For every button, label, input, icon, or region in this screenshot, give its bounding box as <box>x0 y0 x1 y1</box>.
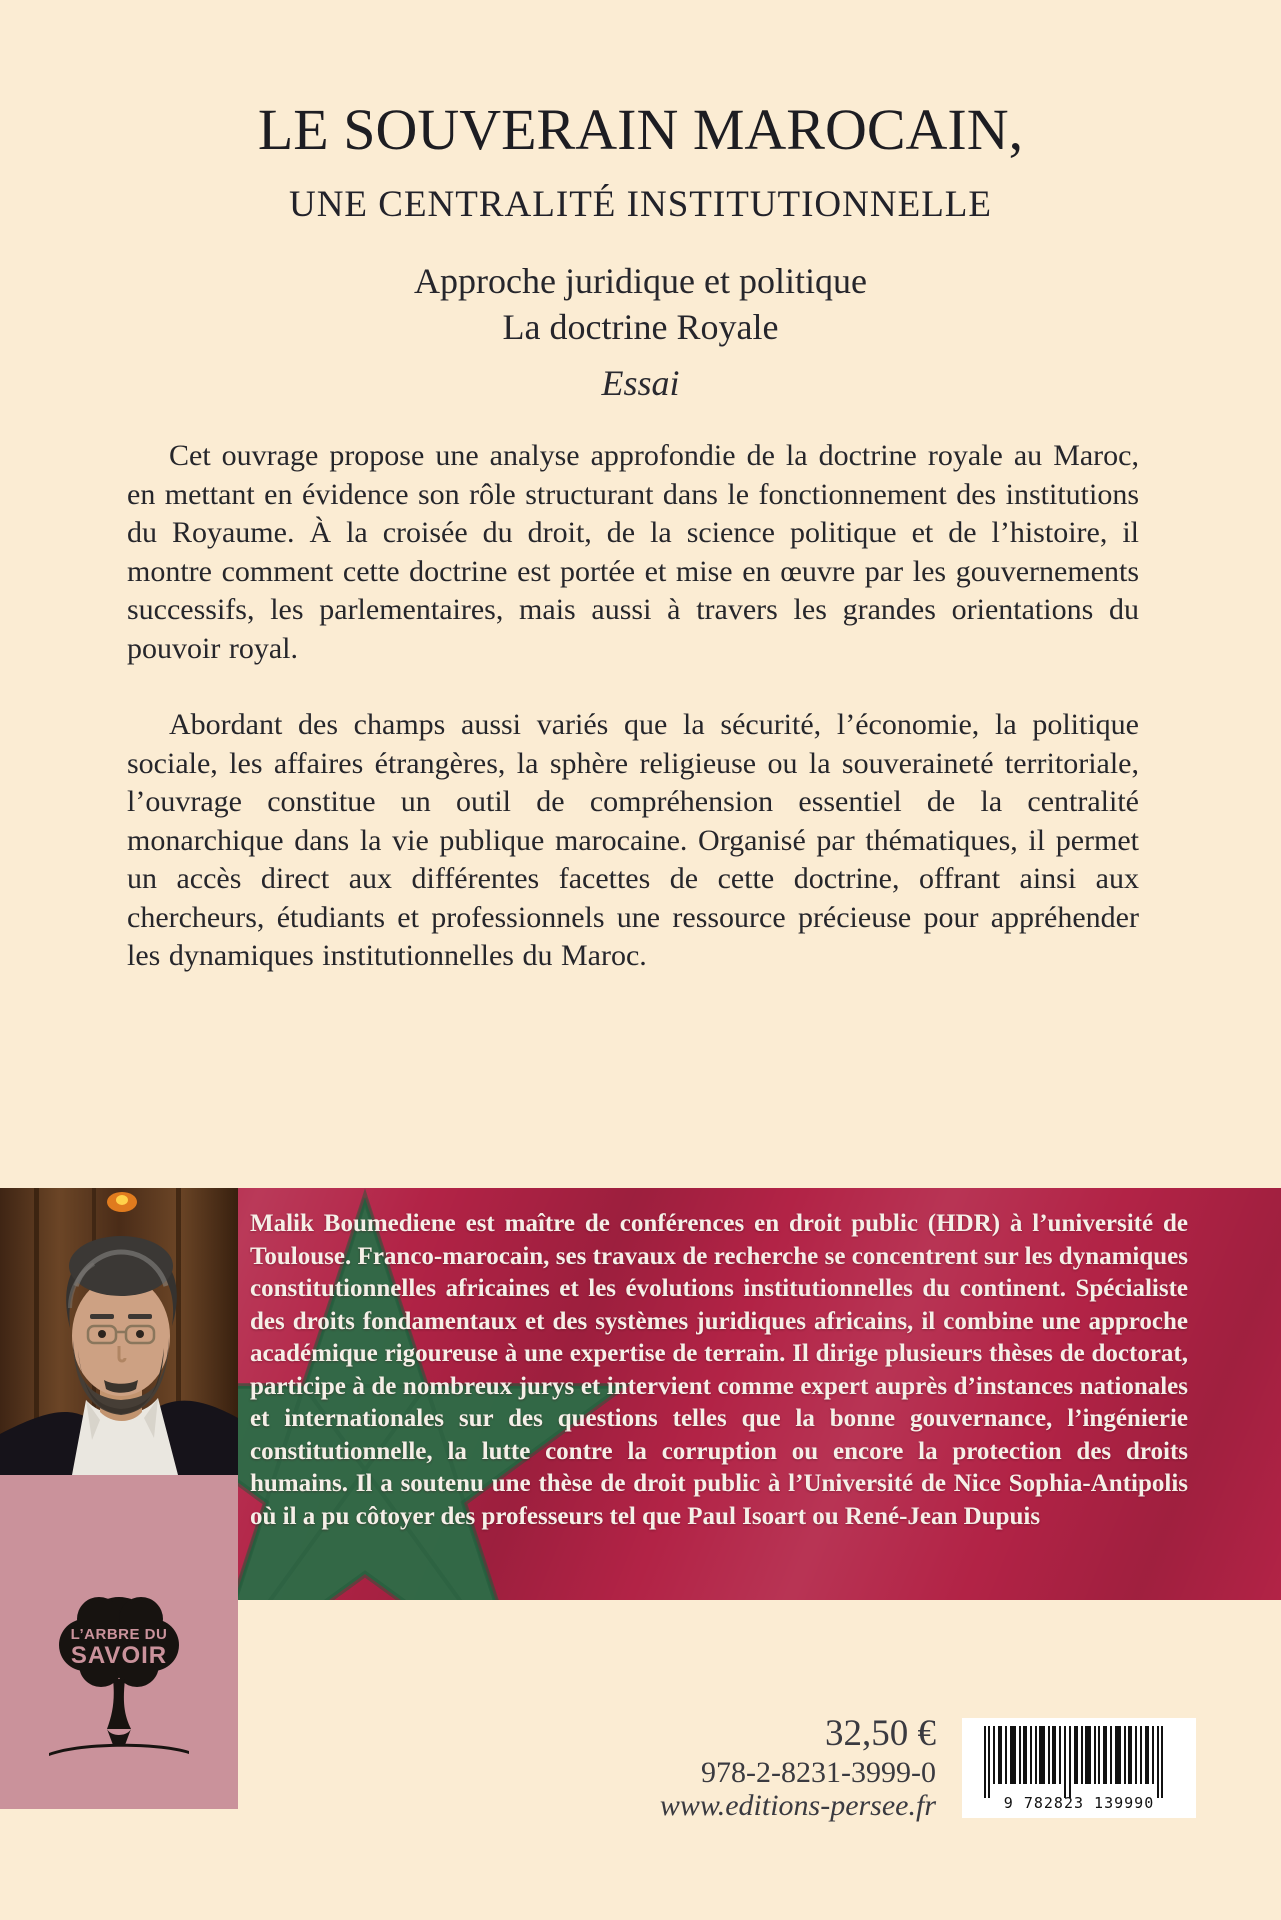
book-title-line2: UNE CENTRALITÉ INSTITUTIONNELLE <box>288 183 993 225</box>
author-portrait-illustration <box>0 1188 238 1475</box>
logo-text-line2: SAVOIR <box>70 1642 168 1669</box>
isbn: 978-2-8231-3999-0 <box>701 1756 936 1789</box>
publisher-logo-block <box>0 1475 238 1809</box>
synopsis <box>127 437 1139 1014</box>
synopsis-paragraph-1: Cet ouvrage propose une analyse approfondie de la doctrine royale au Maroc, en mettant en évidence son rôle structurant dans le fonctionnement des institutions du Royaume. À la croisée du droit, de la science politique et de l’histoire, il montre comment cette doctrine est portée et mise en œuvre par les gouvernements successifs, les parlementaires, mais aussi à travers les grandes orientations du pouvoir royal. <box>127 439 1139 665</box>
author-photo <box>0 1188 238 1475</box>
barcode <box>962 1718 1196 1818</box>
author-bio: Malik Boumediene est maître de conférences en droit public (HDR) à l’université de Toulouse. Franco-marocain, ses travaux de recherche se concentrent sur les dynamiques constitutionnelles africaines et les évolutions institutionnelles du continent. Spécialiste des droits fondamentaux et des systèmes juridiques africains, il combine une approche académique rigoureuse à une expertise de terrain. Il dirige plusieurs thèses de doctorat, participe à de nombreux jurys et intervient comme expert auprès d’instances nationales et internationales sur des questions telles que la bonne gouvernance, l’ingénierie constitutionnelle, la lutte contre la corruption ou encore la protection des droits humains. Il a soutenu une thèse de droit public à l’Université de Nice Sophia-Antipolis où il a pu côtoyer des professeurs tel que Paul Isoart ou René-Jean Dupuis <box>250 1210 1188 1530</box>
synopsis-paragraph-2: Abordant des champs aussi variés que la sécurité, l’économie, la politique sociale, les affaires étrangères, la sphère religieuse ou la souveraineté territoriale, l’ouvrage constitue un outil de compréhension essentiel de la centralité monarchique dans la vie publique marocaine. Organisé par thématiques, il permet un accès direct aux différentes facettes de cette doctrine, offrant ainsi aux chercheurs, étudiants et professionnels une ressource précieuse pour appréhender les dynamiques institutionnelles du Maroc. <box>127 708 1139 972</box>
logo-text-line1: L’ARBRE DU <box>70 1626 168 1643</box>
book-subtitle: Approche juridique et politique <box>414 260 867 301</box>
price: 32,50 € <box>825 1713 936 1754</box>
title-block <box>0 97 1281 348</box>
barcode-digits: 9 782823 139990 <box>1003 1794 1155 1812</box>
tree-logo-icon <box>41 1587 197 1767</box>
publisher-website: www.editions-persee.fr <box>659 1789 936 1822</box>
book-title: LE SOUVERAIN MAROCAIN, <box>257 97 1024 162</box>
price-block <box>660 1714 936 1823</box>
book-subtitle-line2: La doctrine Royale <box>502 306 779 347</box>
genre-label: Essai <box>601 363 680 403</box>
